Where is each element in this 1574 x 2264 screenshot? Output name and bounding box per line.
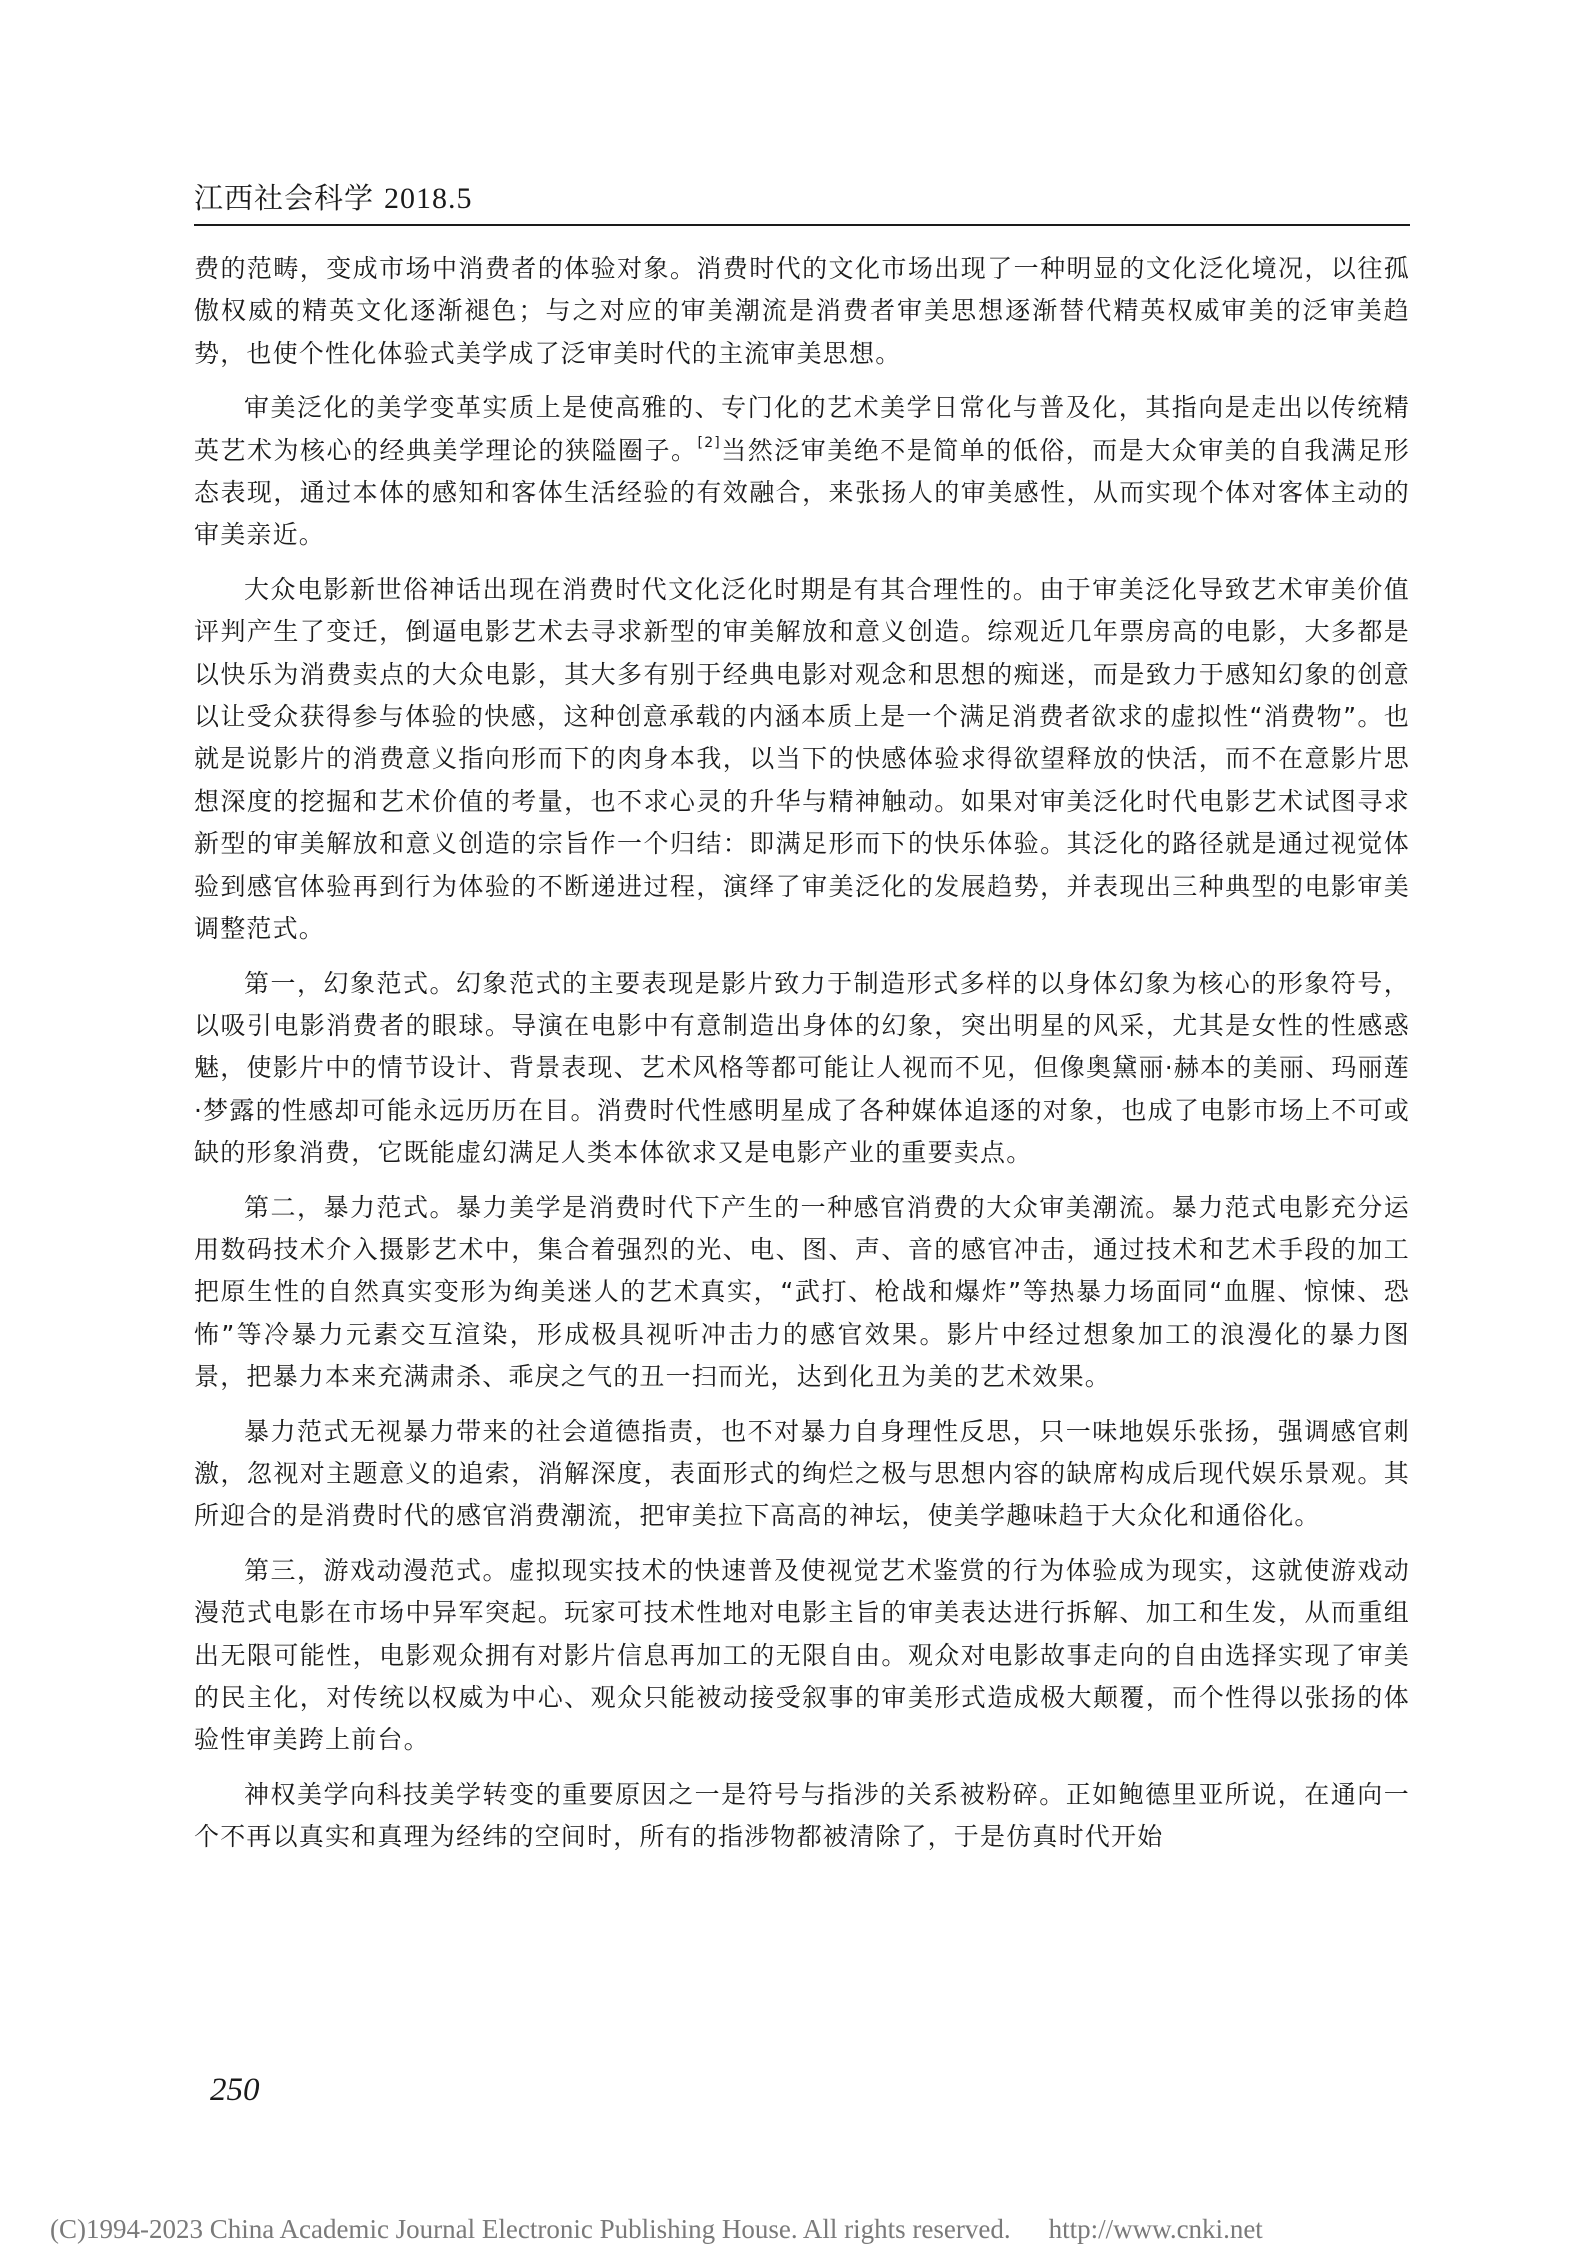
- paragraph-2-text-before: 审美泛化的美学变革实质上是使高雅的、专门化的艺术美学日常化与普及化，其指向是走出以传统精英艺术为核心的经典美学理论的狭隘圈子。: [194, 393, 1410, 465]
- paragraph-7: 第三，游戏动漫范式。虚拟现实技术的快速普及使视觉艺术鉴赏的行为体验成为现实，这就使游戏动漫范式电影在市场中异军突起。玩家可技术性地对电影主旨的审美表达进行拆解、加工和生发，从而重组出无限可能性，电影观众拥有对影片信息再加工的无限自由。观众对电影故事走向的自由选择实现了审美的民主化，对传统以权威为中心、观众只能被动接受叙事的审美形式造成极大颠覆，而个性得以张扬的体验性审美跨上前台。: [194, 1555, 1410, 1755]
- journal-name: 江西社会科学: [194, 181, 375, 215]
- journal-title: [194, 176, 473, 217]
- article-body: [194, 248, 1410, 1871]
- running-header: [194, 176, 1410, 224]
- copyright-footer: [50, 2214, 1263, 2245]
- copyright-text: (C)1994-2023 China Academic Journal Electronic Publishing House. All rights reserved.: [50, 2214, 1011, 2244]
- paragraph-5: 第二，暴力范式。暴力美学是消费时代下产生的一种感官消费的大众审美潮流。暴力范式电影充分运用数码技术介入摄影艺术中，集合着强烈的光、电、图、声、音的感官冲击，通过技术和艺术手段的加工把原生性的自然真实变形为绚美迷人的艺术真实，“武打、枪战和爆炸”等热暴力场面同“血腥、惊悚、恐怖”等冷暴力元素交互渲染，形成极具视听冲击力的感官效果。影片中经过想象加工的浪漫化的暴力图景，把暴力本来充满肃杀、乖戾之气的丑一扫而光，达到化丑为美的艺术效果。: [194, 1192, 1410, 1392]
- paragraph-4: 第一，幻象范式。幻象范式的主要表现是影片致力于制造形式多样的以身体幻象为核心的形象符号，以吸引电影消费者的眼球。导演在电影中有意制造出身体的幻象，突出明星的风采，尤其是女性的性感惑魅，使影片中的情节设计、背景表现、艺术风格等都可能让人视而不见，但像奥黛丽·赫本的美丽、玛丽莲·梦露的性感却可能永远历历在目。消费时代性感明星成了各种媒体追逐的对象，也成了电影市场上不可或缺的形象消费，它既能虚幻满足人类本体欲求又是电影产业的重要卖点。: [194, 968, 1410, 1168]
- paragraph-8: 神权美学向科技美学转变的重要原因之一是符号与指涉的关系被粉碎。正如鲍德里亚所说，在通向一个不再以真实和真理为经纬的空间时，所有的指涉物都被清除了，于是仿真时代开始: [194, 1779, 1410, 1852]
- page-number: 250: [210, 2072, 260, 2108]
- journal-issue: 2018.5: [384, 182, 473, 215]
- header-rule: [194, 224, 1410, 226]
- paragraph-1: 费的范畴，变成市场中消费者的体验对象。消费时代的文化市场出现了一种明显的文化泛化境况，以往孤傲权威的精英文化逐渐褪色；与之对应的审美潮流是消费者审美思想逐渐替代精英权威审美的泛审美趋势，也使个性化体验式美学成了泛审美时代的主流审美思想。: [194, 254, 1410, 368]
- citation-ref[interactable]: [2]: [697, 434, 721, 451]
- paragraph-2-text-after: 当然泛审美绝不是简单的低俗，而是大众审美的自我满足形态表现，通过本体的感知和客体生活经验的有效融合，来张扬人的审美感性，从而实现个体对客体主动的审美亲近。: [194, 435, 1410, 550]
- footer-url[interactable]: http://www.cnki.net: [1048, 2214, 1263, 2244]
- paragraph-6: 暴力范式无视暴力带来的社会道德指责，也不对暴力自身理性反思，只一味地娱乐张扬，强调感官刺激，忽视对主题意义的追索，消解深度，表面形式的绚烂之极与思想内容的缺席构成后现代娱乐景观。其所迎合的是消费时代的感官消费潮流，把审美拉下高高的神坛，使美学趣味趋于大众化和通俗化。: [194, 1416, 1410, 1531]
- paragraph-2: [194, 387, 1410, 557]
- paragraph-3: 大众电影新世俗神话出现在消费时代文化泛化时期是有其合理性的。由于审美泛化导致艺术审美价值评判产生了变迁，倒逼电影艺术去寻求新型的审美解放和意义创造。综观近几年票房高的电影，大多都是以快乐为消费卖点的大众电影，其大多有别于经典电影对观念和思想的痴迷，而是致力于感知幻象的创意以让受众获得参与体验的快感，这种创意承载的内涵本质上是一个满足消费者欲求的虚拟性“消费物”。也就是说影片的消费意义指向形而下的肉身本我，以当下的快感体验求得欲望释放的快活，而不在意影片思想深度的挖掘和艺术价值的考量，也不求心灵的升华与精神触动。如果对审美泛化时代电影艺术试图寻求新型的审美解放和意义创造的宗旨作一个归结：即满足形而下的快乐体验。其泛化的路径就是通过视觉体验到感官体验再到行为体验的不断递进过程，演绎了审美泛化的发展趋势，并表现出三种典型的电影审美调整范式。: [194, 574, 1410, 944]
